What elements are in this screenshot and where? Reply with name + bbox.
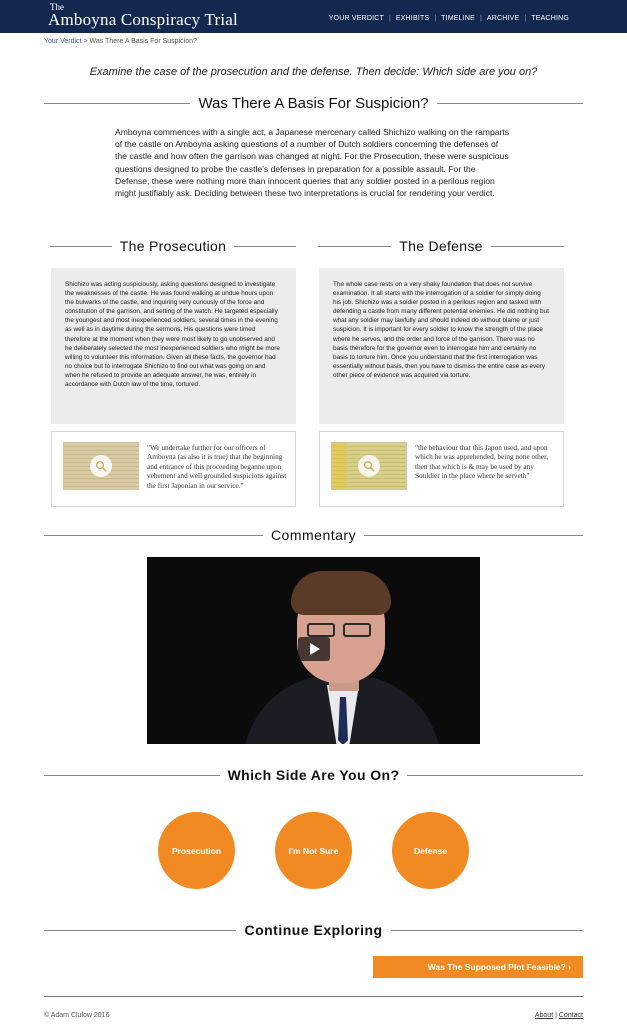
nav-separator: | [524,15,527,22]
commentary-heading [44,526,583,544]
prosecution-heading [50,237,296,255]
heading-rule-right [234,246,296,247]
defense-argument: The whole case rests on a very shaky foundation that does not survive examination. It all starts with the interrogation of a soldier for simply doing his job. Shichizo was a soldier posted in a perilous region and tasked with defending a castle from many different potential enemies. He did nothing but what any soldier may lawfully and should indeed do without blame or just suspicion. It is important for every soldier to know the strength of the place where he serves, and the order and force of the garrison. There was no basis therefore for the governor even to interrogate him and certainly no basis to torture him. Once you understand that the first interrogation was essentially without basis, then you have to dismiss the entire case as every other piece of evidence was acquired via torture. [319,268,564,424]
continue-heading [44,920,583,940]
video-speaker-glasses [307,623,377,637]
logo-title: Amboyna Conspiracy Trial [48,10,238,29]
breadcrumb-separator: > [81,38,90,45]
heading-rule-right [491,246,564,247]
main-body-text: Amboyna commences with a single act, a Japanese mercenary called Shichizo walking on the ramparts of the castle on Amboyna asking questions of a number of Dutch soldiers concerning the defenses of the castle and how often the garrison was changed at night. For the Prosecution, these were suspicious questions designed to probe the castle’s defenses in preparation for a possible assault. For the Defense, these were nothing more than innocent queries that any soldier posted in a perilous region might justifiably ask. Deciding between these two interpretations is crucial for rendering your verdict. [115,127,510,199]
site-header [0,0,627,33]
magnify-icon[interactable] [358,455,380,477]
defense-heading [318,237,564,255]
heading-rule-left [44,930,236,931]
document-highlight [332,443,346,489]
footer-about-link[interactable]: About [534,1012,554,1019]
nav-separator: | [434,15,437,22]
nav-separator: | [388,15,391,22]
breadcrumb-current: Was There A Basis For Suspicion? [89,38,197,45]
verdict-title: Which Side Are You On? [227,767,400,783]
nav-teaching[interactable]: TEACHING [531,15,569,22]
verdict-heading [44,765,583,785]
breadcrumb-your-verdict[interactable]: Your Verdict [44,38,82,45]
heading-rule-right [364,535,583,536]
prosecution-title: The Prosecution [119,238,227,254]
prosecution-argument: Shichizo was acting suspiciously, asking questions designed to investigate the weaknesses of the castle. He was found walking at undue hours upon the bulwarks of the castle, and inquiring very curiously of the force and constitution of the garrison, and setting of the watch. He targeted especially the youngest and most inexperienced soldiers, several times in the evening as well as in daytime during the sermons. His questions were timed therefore at the moment when they were most likely to go unobserved and he deliberately selected the most inexperienced soldiers who might be more willing to volunteer this information. Given all these facts, the governor had no choice but to interrogate Shichizo to find out what was going on and when he refused to provide an adequate answer, he was, entirely in accordance with Dutch law of the time, tortured. [51,268,296,424]
logo-small-text: The [50,2,64,12]
heading-rule-left [44,535,263,536]
heading-rule-left [50,246,112,247]
intro-text: Examine the case of the prosecution and the defense. Then decide: Which side are you on? [89,66,538,78]
footer-links [535,1012,583,1019]
footer-link-separator: | [555,1012,557,1019]
defense-quote: "the behaviour that this Japon used, and upon which he was apprehended, being none other, then that which is & may be used by any Souldier in the place where he serveth" [415,443,549,481]
defense-vote-button[interactable]: Defense [392,812,469,889]
video-speaker-hair [291,571,391,615]
heading-rule-right [407,775,583,776]
nav-exhibits[interactable]: EXHIBITS [395,15,430,22]
heading-rule-right [437,103,583,104]
commentary-video[interactable] [147,557,480,744]
nav-timeline[interactable]: TIMELINE [441,15,476,22]
footer-divider [44,996,583,997]
site-logo[interactable] [48,3,238,28]
prosecution-vote-button[interactable]: Prosecution [158,812,235,889]
heading-rule-left [44,103,190,104]
prosecution-document-thumbnail[interactable] [63,442,139,490]
heading-rule-left [318,246,391,247]
nav-archive[interactable]: ARCHIVE [486,15,520,22]
continue-title: Continue Exploring [244,922,383,938]
nav-separator: | [480,15,482,22]
defense-document-thumbnail[interactable] [331,442,407,490]
prosecution-quote: "We undertake further for our officers of Amboyna (as also it is true) that the beginning and entrance of this proceeding beganne upon vehement and well grounded suspicions against the first Japonian in our service." [147,443,287,490]
not-sure-vote-button[interactable]: I'm Not Sure [275,812,352,889]
copyright-text: © Adam Clulow 2016 [44,1012,110,1019]
magnify-icon[interactable] [90,455,112,477]
heading-rule-left [44,775,220,776]
page-title: Was There A Basis For Suspicion? [198,94,429,112]
main-heading [44,93,583,113]
footer-contact-link[interactable]: Contact [558,1012,583,1019]
breadcrumb [44,38,197,45]
defense-title: The Defense [399,238,483,254]
heading-rule-right [391,930,583,931]
nav-your-verdict[interactable]: YOUR VERDICT [328,15,384,22]
next-section-button[interactable]: Was The Supposed Plot Feasible? › [373,956,583,978]
commentary-title: Commentary [270,527,357,543]
main-nav [329,15,569,22]
prosecution-quote-card[interactable] [51,431,296,507]
play-icon[interactable] [298,637,330,661]
defense-quote-card[interactable] [319,431,564,507]
